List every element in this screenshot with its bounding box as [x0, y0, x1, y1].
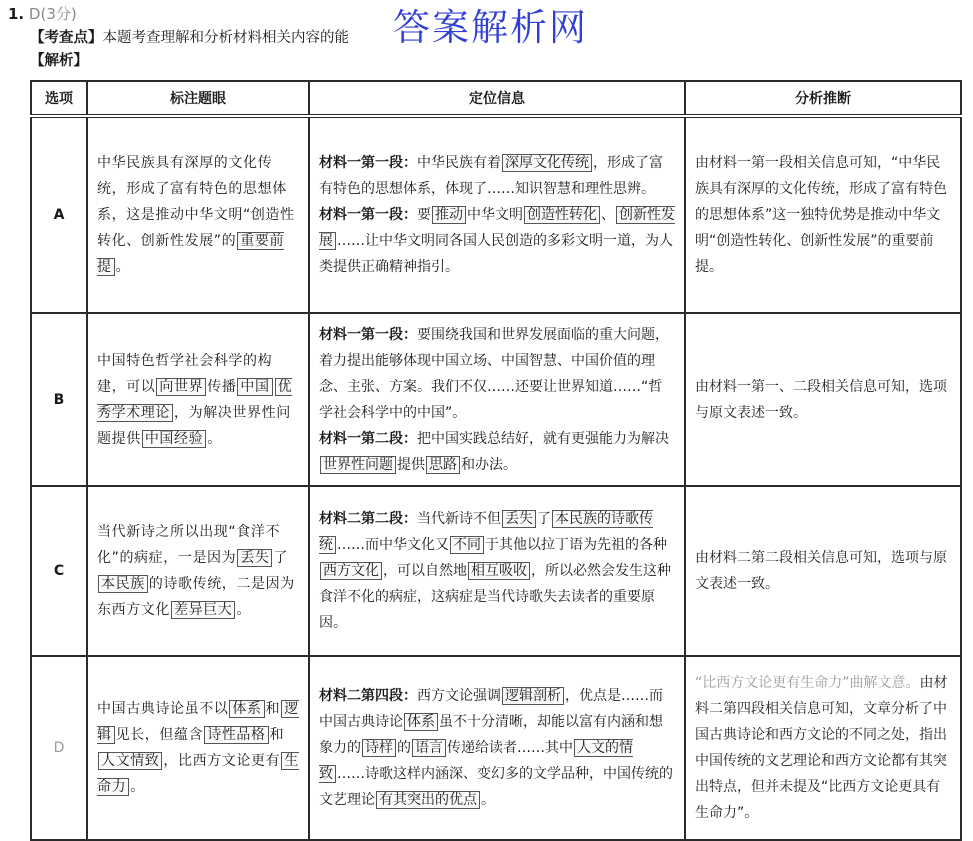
material-title: 材料二第四段：	[319, 688, 417, 704]
location-text: ，优点是……而中国古典诗论	[319, 688, 663, 730]
header-option: 选项	[31, 81, 87, 116]
mark-text: 中华民族具有深厚的文化传统，形成了富有特色的思想体系，这是推动中华文明“创造性转化、创新性发展”的	[97, 155, 295, 249]
mark-text: 和	[269, 727, 285, 743]
location-para	[319, 322, 675, 426]
kaochadian-text: 本题考查理解和分析材料相关内容的能	[102, 30, 349, 46]
key-phrase: 思路	[426, 456, 460, 474]
key-phrase: 诗性品格	[204, 726, 268, 744]
location-text: 中华民族有着	[417, 155, 501, 171]
key-phrase: 创造性转化	[524, 206, 600, 224]
location-para	[319, 202, 675, 280]
location-text: 了	[537, 511, 551, 527]
location-para	[319, 506, 675, 636]
analysis-cell	[685, 656, 961, 840]
location-text: 把中国实践总结好，就有更强能力为解决	[417, 430, 669, 447]
location-para	[319, 426, 675, 478]
location-text: ，可以自然地	[383, 563, 467, 579]
option-cell: D	[31, 656, 87, 840]
key-phrase: 中国	[237, 378, 272, 396]
location-text: ……让中华文明同各国人民创造的多彩文明一道，为人类提供正确精神指引。	[319, 233, 673, 275]
key-phrase: 本民族的诗歌传统	[319, 511, 653, 553]
mark-text: 中国特色哲学社会科学的构建，可以	[97, 352, 273, 395]
option-cell: A	[31, 116, 87, 313]
location-text: 中华文明	[467, 207, 523, 223]
location-cell	[309, 486, 685, 656]
location-text: 当代新诗不但	[417, 511, 501, 527]
analysis-text: 由材料二第四段相关信息可知，文章分析了中国古典诗论和西方文论的不同之处，指出中国传统的文艺理论和西方文论都有其突出特点，但并未提及“比西方文论更具有生命力”。	[695, 675, 948, 821]
mark-cell	[87, 313, 309, 486]
option-cell: C	[31, 486, 87, 656]
location-text: 和办法。	[461, 456, 517, 473]
material-title: 材料一第二段：	[319, 430, 417, 447]
mark-text: 传播	[207, 378, 237, 395]
analysis-table	[30, 80, 962, 841]
key-phrase: 生命力	[97, 753, 299, 795]
mark-cell	[87, 116, 309, 313]
key-phrase: 人文的情致	[319, 740, 633, 782]
key-phrase: 逻辑	[97, 701, 299, 743]
mark-text: 。	[115, 259, 131, 275]
jiexi-label: 【解析】	[30, 53, 88, 69]
key-phrase: 丢失	[502, 510, 536, 528]
key-phrase: 世界性问题	[320, 456, 396, 474]
key-phrase: 逻辑剖析	[502, 687, 564, 705]
location-text: 于其他以拉丁语为先祖的各种	[485, 537, 667, 553]
location-text: 提供	[397, 456, 425, 473]
mark-text: 见长，但蕴含	[115, 727, 204, 743]
table-header-row	[31, 81, 961, 116]
location-text: 西方文论强调	[417, 688, 501, 704]
key-phrase: 创新性发展	[319, 207, 675, 249]
header-mark: 标注题眼	[87, 81, 309, 116]
location-text: 虽不十分清晰，却能以富有内涵和想象力的	[319, 714, 663, 756]
location-text: 要围绕我国和世界发展面临的重大问题，着力提出能够体现中国立场、中国智慧、中国价值的理念、主张、方案。我们不仅……还要让世界知道……“哲学社会科学中的中国”。	[319, 326, 669, 421]
key-phrase: 人文情致	[98, 752, 162, 770]
mark-text: 了	[273, 550, 289, 566]
key-phrase: 丢失	[237, 549, 272, 567]
watermark: 答案解析网	[393, 6, 588, 49]
material-title: 材料一第一段：	[319, 207, 417, 223]
material-title: 材料一第一段：	[319, 326, 417, 343]
analysis-cell: 由材料一第一段相关信息可知，“中华民族具有深厚的文化传统，形成了富有特色的思想体系”这一独特优势是推动中华文明“创造性转化、创新性发展”的重要前提。	[685, 116, 961, 313]
mark-text: 。	[236, 602, 252, 618]
location-cell	[309, 313, 685, 486]
location-text: ，形成了富有特色的思想体系，体现了……知识智慧和理性思辨。	[319, 155, 663, 197]
location-text: 的	[397, 740, 411, 756]
table-row	[31, 116, 961, 313]
key-phrase: 诗样	[362, 739, 396, 757]
key-phrase: 深厚文化传统	[502, 154, 592, 172]
key-phrase: 向世界	[156, 378, 206, 396]
location-text: ……诗歌这样内涵深、变幻多的文学品种，中国传统的文艺理论	[319, 766, 673, 808]
table-row	[31, 486, 961, 656]
kaochadian-tag: 【考查点】	[30, 30, 103, 46]
mark-text: 。	[207, 430, 222, 447]
location-text: 传递给读者……其中	[447, 740, 573, 756]
key-phrase: 体系	[404, 713, 438, 731]
material-title: 材料二第二段：	[319, 511, 417, 527]
mark-text: ，为解决世界性问题提供	[97, 404, 291, 447]
key-phrase: 相互吸收	[468, 562, 530, 580]
analysis-cell: 由材料一第一、二段相关信息可知，选项与原文表述一致。	[685, 313, 961, 486]
location-cell	[309, 656, 685, 840]
key-phrase: 本民族	[98, 575, 148, 593]
mark-text: 当代新诗之所以出现“食洋不化”的病症，一是因为	[97, 524, 281, 566]
material-title: 材料一第一段：	[319, 155, 417, 171]
location-para	[319, 150, 675, 202]
header-location: 定位信息	[309, 81, 685, 116]
location-text: ……而中华文化又	[337, 537, 449, 553]
header-analysis: 分析推断	[685, 81, 961, 116]
location-text: ，所以必然会发生这种食洋不化的病症，这病症是当代诗歌失去读者的重要原因。	[319, 563, 671, 631]
key-phrase: 不同	[450, 536, 484, 554]
mark-text: 和	[265, 701, 281, 717]
key-phrase: 推动	[432, 206, 466, 224]
location-text: 要	[417, 207, 431, 223]
location-text: 。	[481, 792, 495, 808]
option-cell: B	[31, 313, 87, 486]
key-phrase: 中国经验	[142, 430, 206, 448]
key-phrase: 有其突出的优点	[376, 791, 480, 809]
key-phrase: 体系	[229, 700, 264, 718]
mark-cell	[87, 486, 309, 656]
mark-cell	[87, 656, 309, 840]
table-row	[31, 656, 961, 840]
analysis-cell: 由材料二第二段相关信息可知，选项与原文表述一致。	[685, 486, 961, 656]
mark-text: 中国古典诗论虽不以	[97, 701, 229, 717]
question-answer: D(3分)	[28, 5, 77, 23]
location-text: 、	[601, 207, 615, 223]
analysis-grey-text: “比西方文论更有生命力”曲解文意。	[695, 675, 920, 691]
mark-text: 的诗歌传统，二是因为东西方文化	[97, 576, 295, 618]
mark-text: ，比西方文论更有	[163, 753, 281, 769]
key-phrase: 西方文化	[320, 562, 382, 580]
key-phrase: 差异巨大	[171, 601, 235, 619]
location-para	[319, 683, 675, 813]
question-number: 1.	[8, 5, 25, 23]
table-row	[31, 313, 961, 486]
key-phrase: 优秀学术理论	[97, 378, 293, 421]
mark-text: 。	[130, 779, 145, 795]
key-phrase: 语言	[412, 739, 446, 757]
location-cell	[309, 116, 685, 313]
key-phrase: 重要前提	[97, 233, 285, 275]
